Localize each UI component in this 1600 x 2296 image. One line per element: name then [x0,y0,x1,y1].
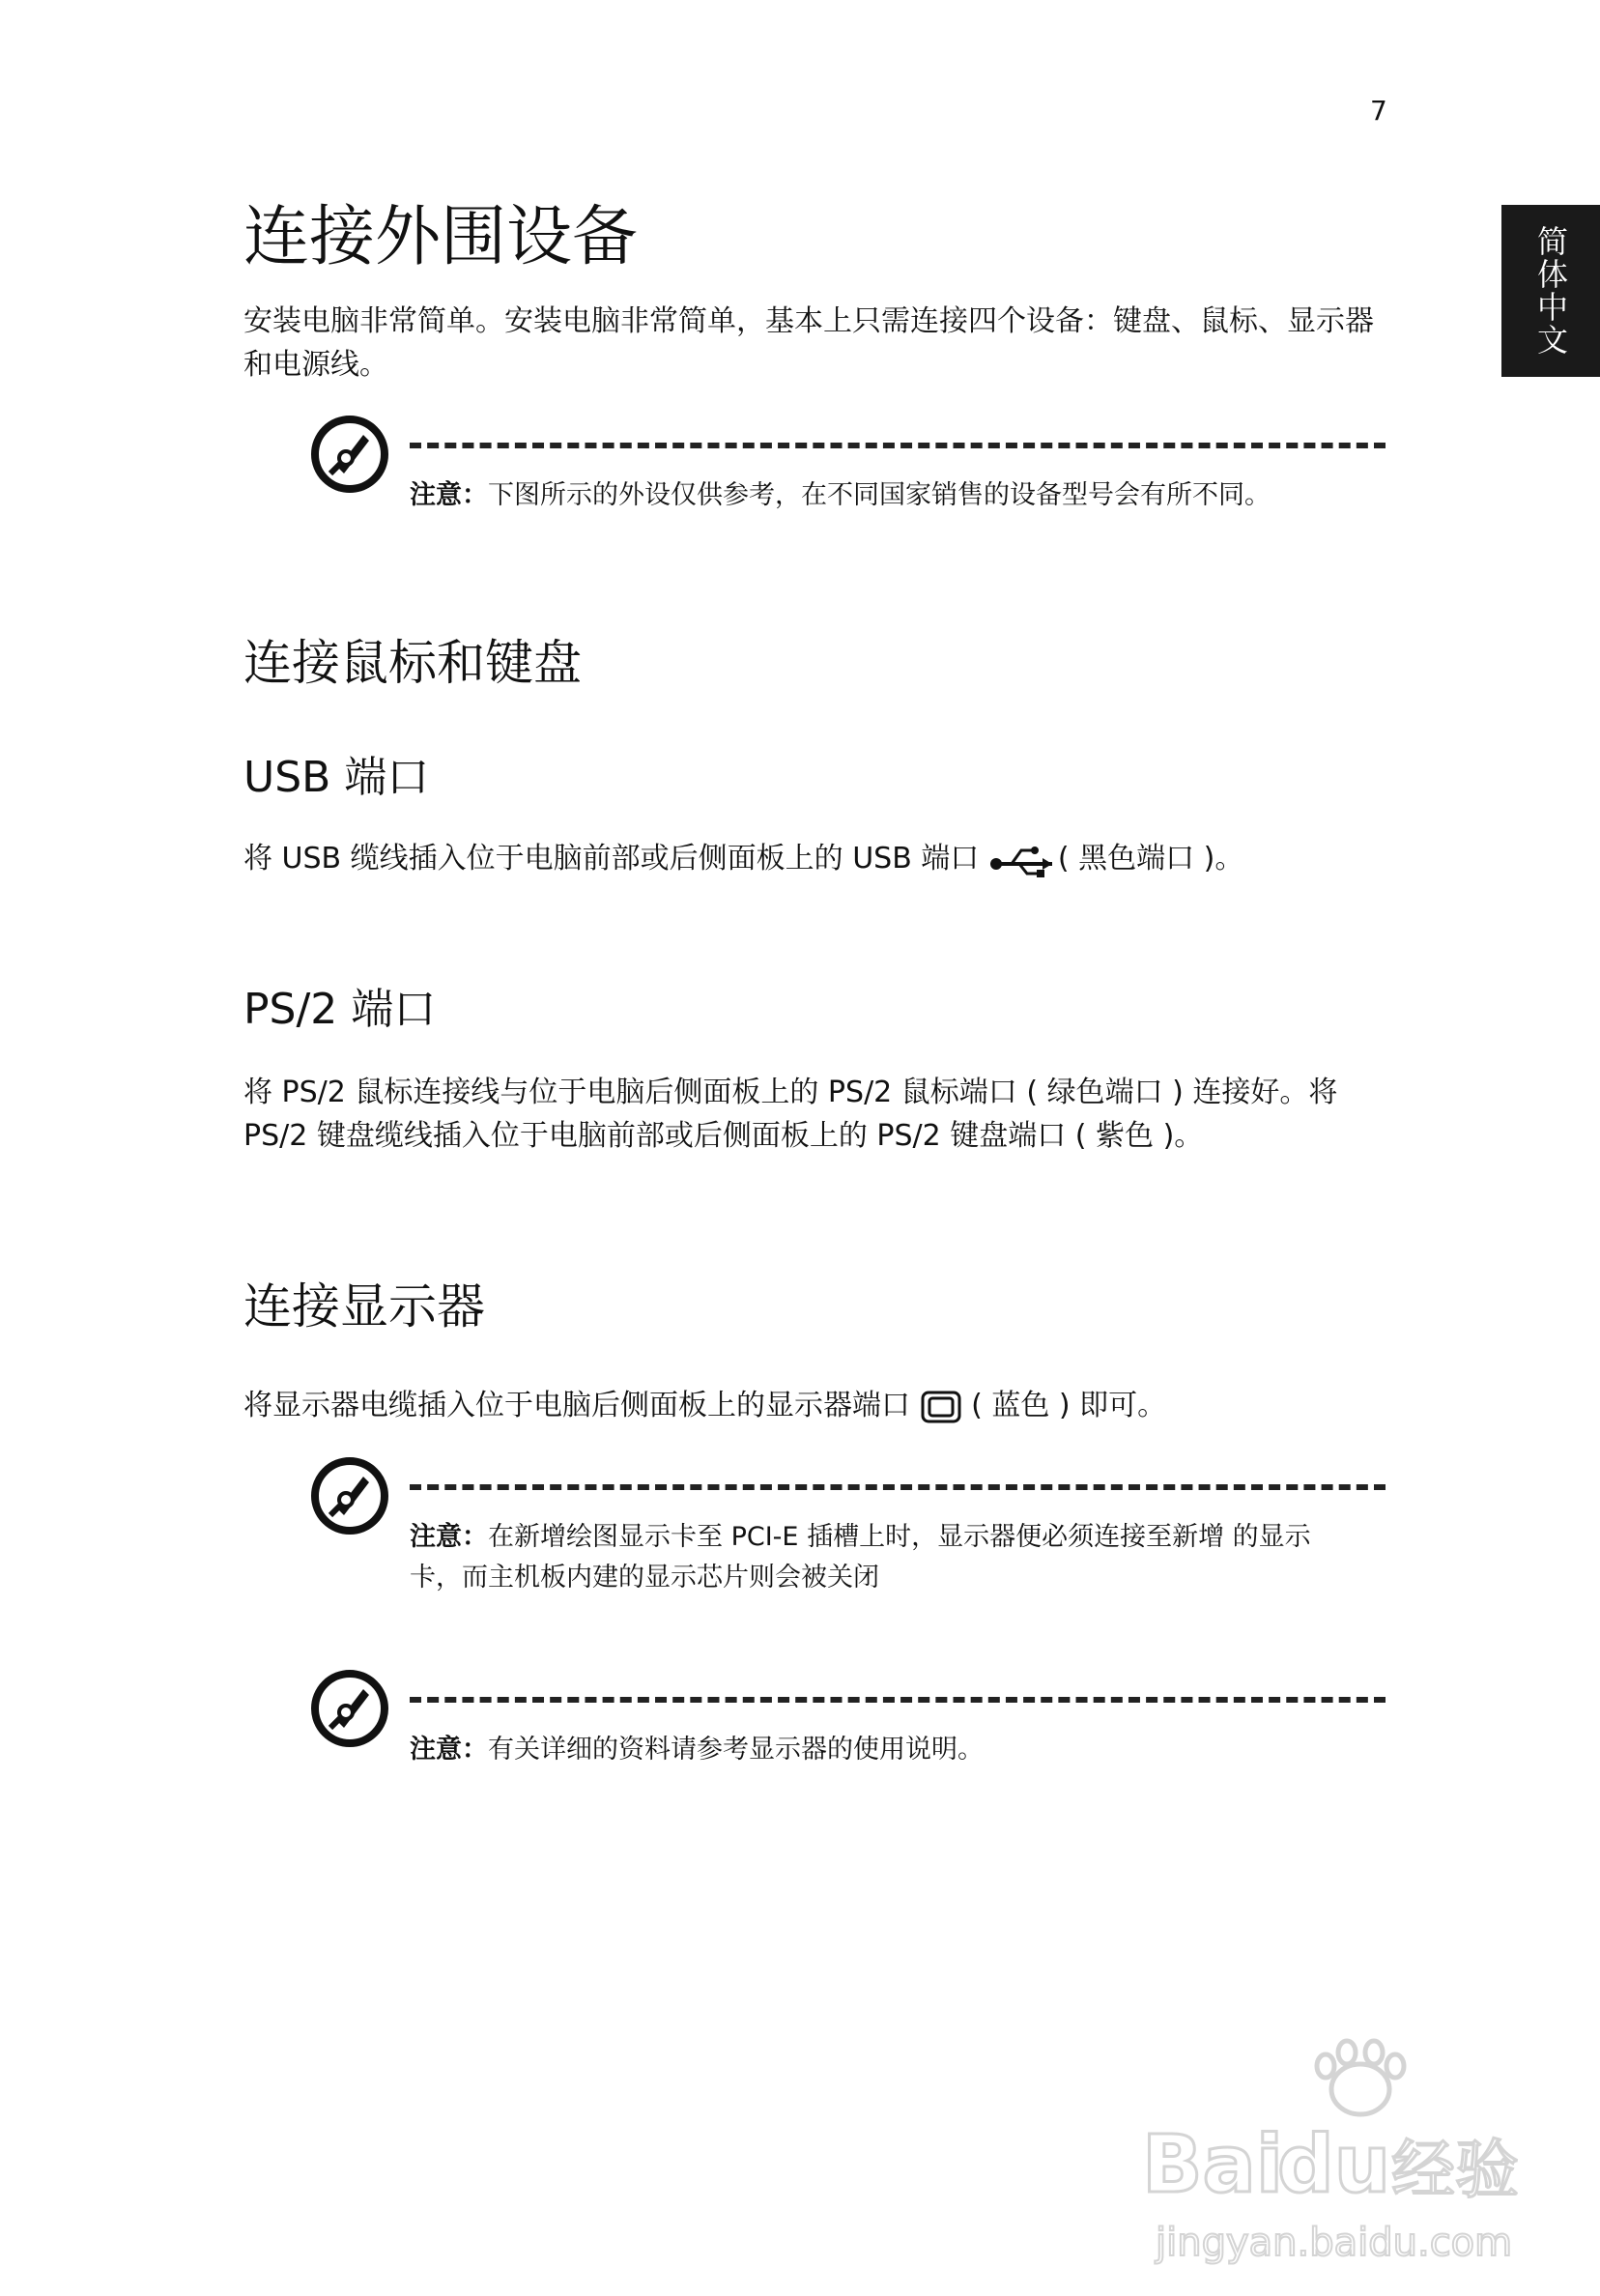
note-text [410,475,1337,516]
note-pen-icon [309,1668,390,1749]
usb-icon [988,841,1058,879]
usb-text-end: ( 黑色端口 )。 [1057,842,1244,875]
usb-paragraph [243,837,1384,880]
subsection-title-ps2: PS/2 端口 [243,985,437,1034]
language-tab-label: 简体中文 [1532,225,1569,357]
ps2-paragraph: 将 PS/2 鼠标连接线与位于电脑后侧面板上的 PS/2 鼠标端口 ( 绿色端口 ) 连接好。将 PS/2 键盘缆线插入位于电脑前部或后侧面板上的 PS/2 键盘端口 ( 紫色 )。 [243,1076,1338,1153]
monitor-text-start: 将显示器电缆插入位于电脑后侧面板上的显示器端口 [243,1389,920,1422]
note-divider [410,1484,1386,1490]
note-divider [410,443,1386,448]
language-tab [1501,205,1600,377]
note-body: 在新增绘图显示卡至 PCI-E 插槽上时，显示器便必须连接至新增 的显示卡，而主机板内建的显示芯片则会被关闭 [410,1522,1311,1593]
note-body: 有关详细的资料请参考显示器的使用说明。 [488,1735,984,1765]
page-title: 连接外围设备 [243,199,639,275]
svg-text:经验: 经验 [1391,2133,1519,2207]
intro-paragraph: 安装电脑非常简单。安装电脑非常简单，基本上只需连接四个设备：键盘、鼠标、显示器和电源线。 [243,304,1374,382]
note-label: 注意： [410,480,488,510]
monitor-port-icon [920,1390,962,1424]
note-label: 注意： [410,1735,488,1765]
section-title-monitor: 连接显示器 [243,1278,485,1335]
note-text [410,1517,1337,1598]
svg-text:Bai: Bai [1142,2119,1283,2211]
note-body: 下图所示的外设仅供参考，在不同国家销售的设备型号会有所不同。 [488,480,1271,510]
note-label: 注意： [410,1522,488,1552]
usb-text-start: 将 USB 缆线插入位于电脑前部或后侧面板上的 USB 端口 [243,842,988,875]
monitor-text-end: ( 蓝色 ) 即可。 [961,1389,1167,1422]
section-title-mouse-keyboard: 连接鼠标和键盘 [243,635,582,691]
note-box [309,1668,1391,1803]
baidu-jingyan-watermark-logo [1132,2037,1519,2279]
note-box [309,1455,1391,1591]
note-pen-icon [309,414,390,495]
svg-text:du: du [1277,2119,1391,2211]
note-box [309,414,1391,549]
note-pen-icon [309,1455,390,1536]
note-divider [410,1697,1386,1703]
page-number: 7 [1370,95,1387,127]
svg-text:jingyan.baidu.com: jingyan.baidu.com [1156,2221,1513,2265]
monitor-paragraph [243,1384,1384,1427]
subsection-title-usb: USB 端口 [243,753,430,802]
note-text [410,1730,1337,1770]
